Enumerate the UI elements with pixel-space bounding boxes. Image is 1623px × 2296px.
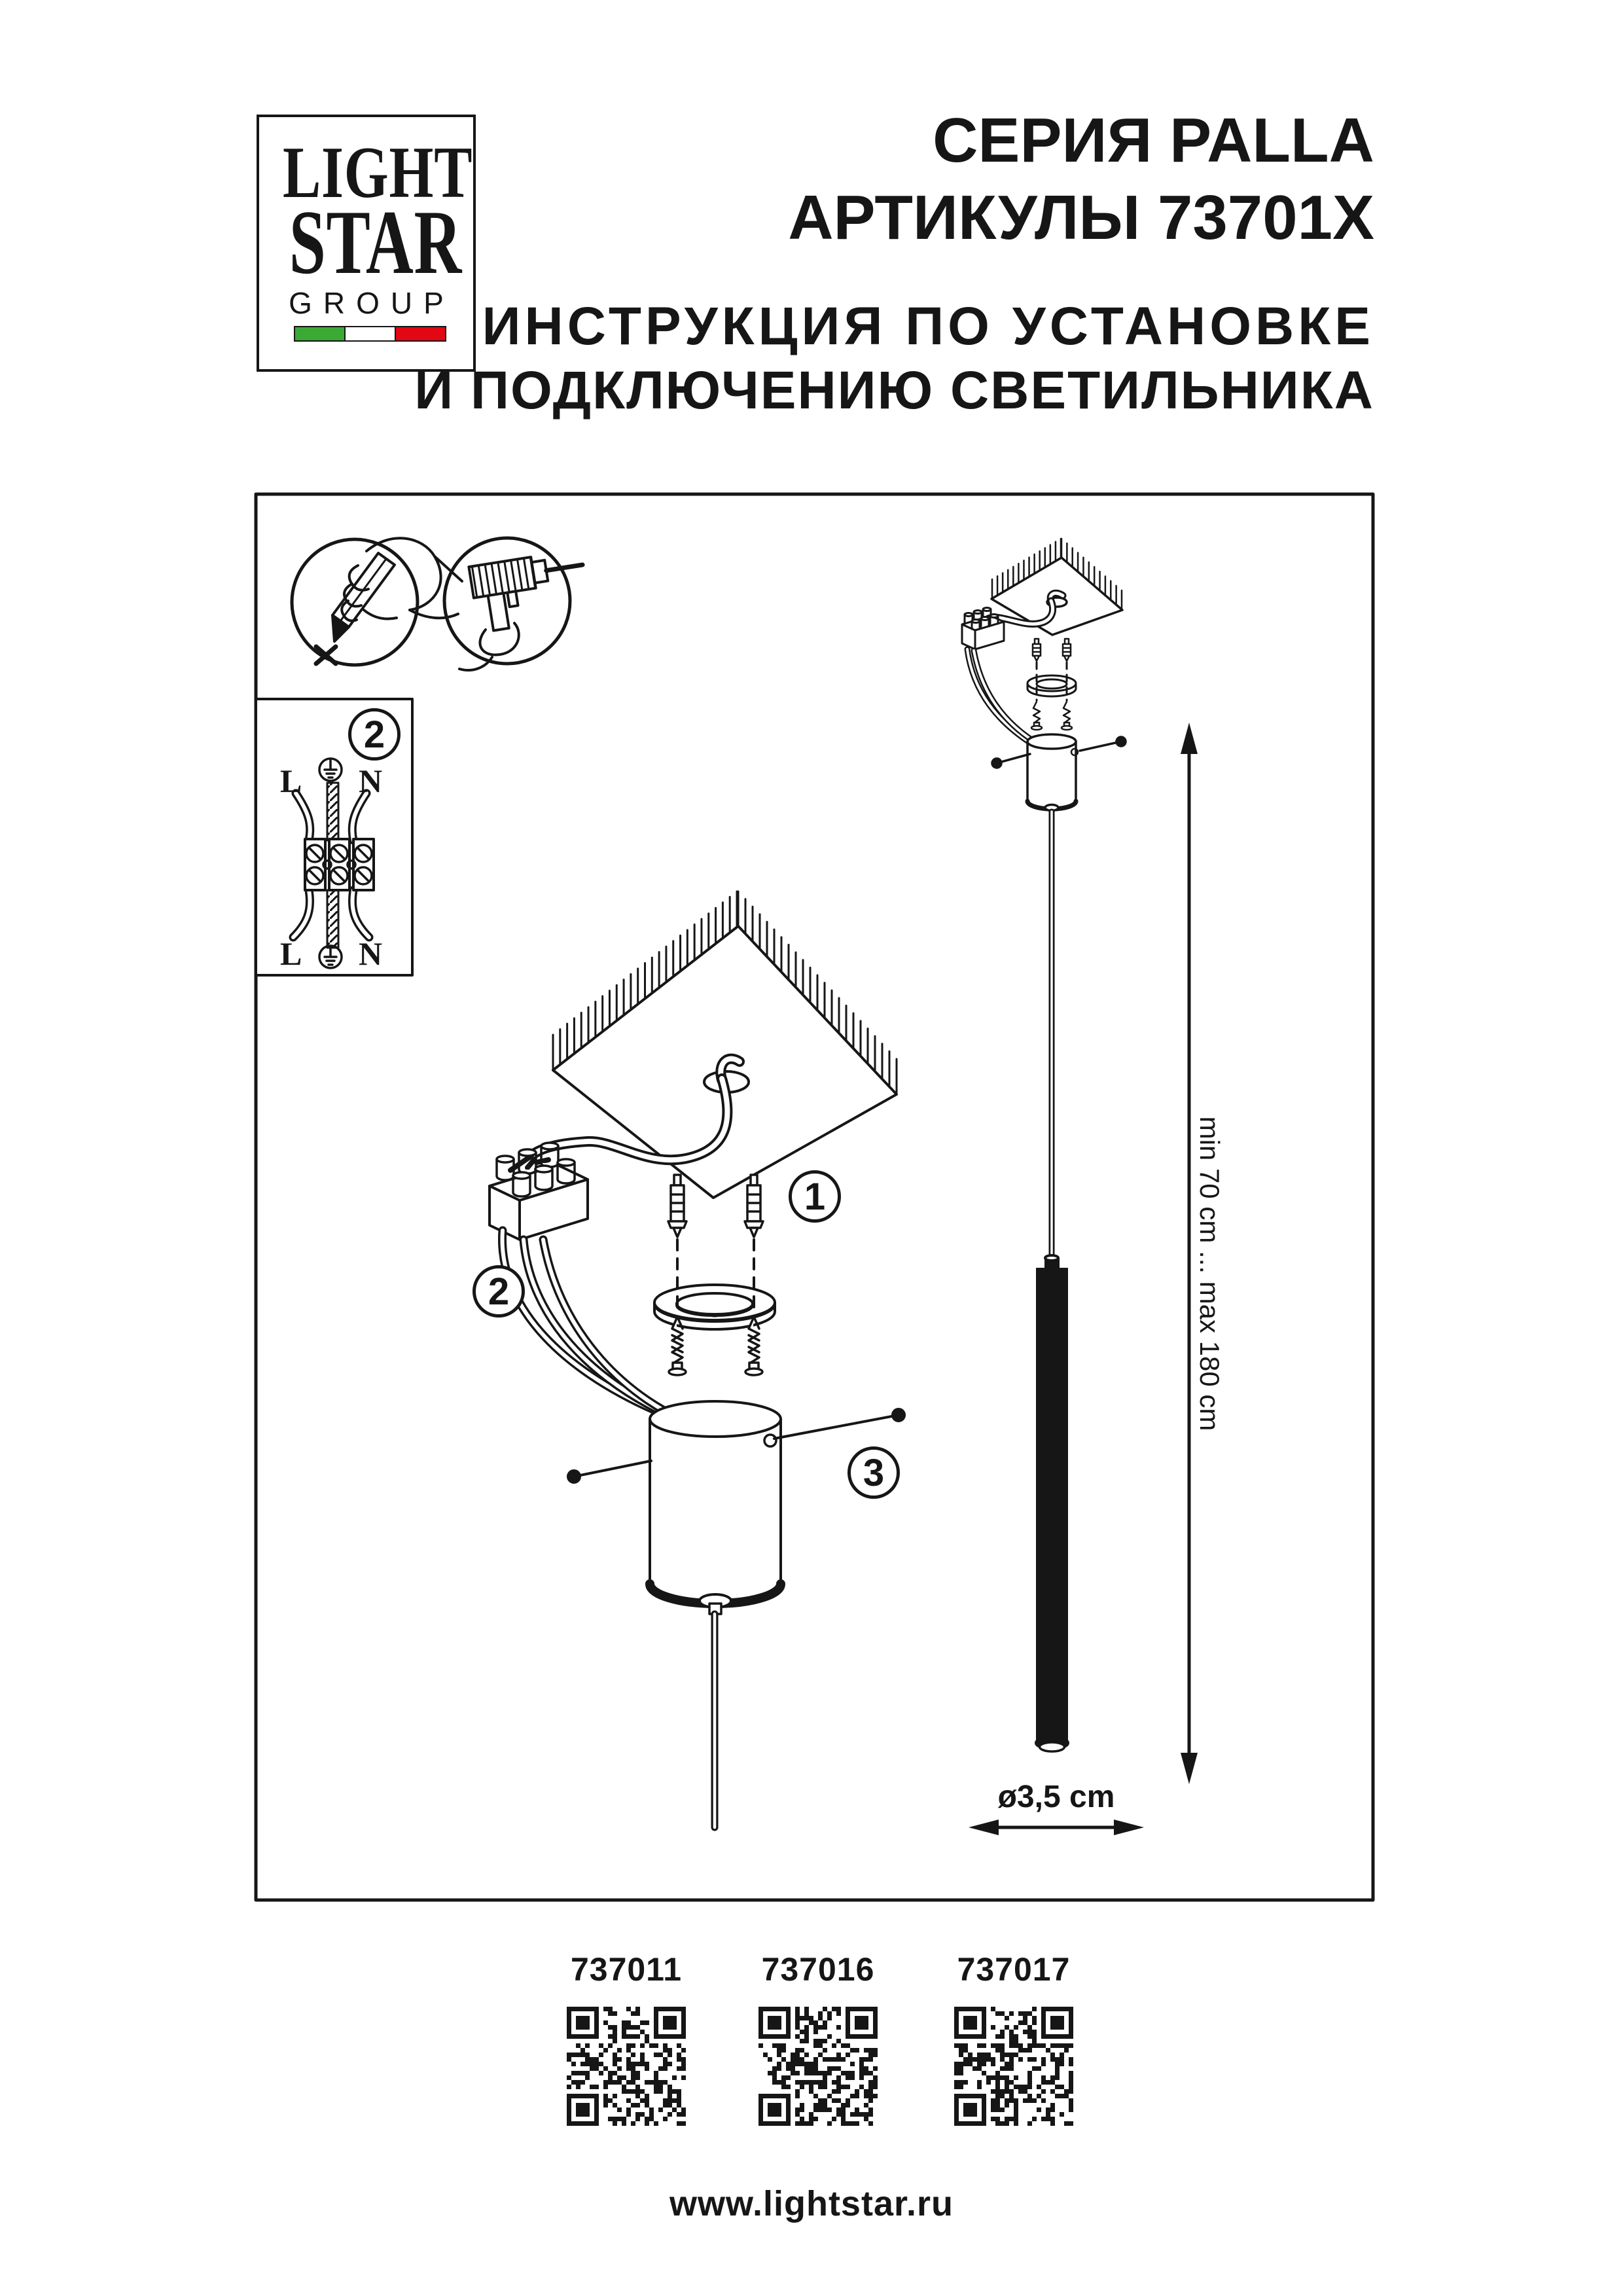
qr-code (567, 2007, 686, 2126)
qr-item (564, 1950, 688, 2129)
mounting-screws-small (1031, 702, 1072, 730)
logo-word-light: LIGHT (282, 132, 473, 213)
terminal-block (490, 1143, 588, 1240)
drill-icon (444, 538, 590, 670)
series-title: СЕРИЯ PALLA (933, 105, 1374, 175)
wire-label-l-bottom: L (280, 935, 302, 972)
terminal-strip (305, 839, 374, 890)
step-number: 1 (804, 1175, 826, 1218)
step-number: 3 (863, 1451, 885, 1494)
canopy-cylinder (650, 1401, 781, 1614)
wire-label-n-bottom: N (359, 935, 383, 972)
step-badge-terminal (473, 1265, 525, 1318)
website-link: www.lightstar.ru (669, 2184, 954, 2223)
step-badge-canopy (847, 1446, 900, 1499)
step-number: 2 (488, 1270, 510, 1313)
canopy-small (1027, 734, 1076, 811)
wall-anchors-small (1033, 639, 1071, 661)
diameter-label: ø3,5 cm (997, 1780, 1115, 1814)
logo-word-star: STAR (289, 191, 463, 293)
step-badge-wiring (348, 708, 401, 761)
lamp-wires (503, 1230, 699, 1427)
wire-label-l-top: L (280, 762, 302, 799)
step-badge-anchors (789, 1170, 841, 1223)
lamp-tube (1036, 1255, 1068, 1751)
instruction-title-line1: ИНСТРУКЦИЯ ПО УСТАНОВКЕ (482, 296, 1374, 356)
logo-word-group: GROUP (289, 285, 455, 320)
qr-label: 737017 (957, 1951, 1071, 1988)
step-number: 2 (363, 713, 385, 756)
height-range-label: min 70 cm ... max 180 cm (1194, 1116, 1225, 1431)
qr-label: 737011 (570, 1951, 683, 1988)
instruction-title-line2: И ПОДКЛЮЧЕНИЮ СВЕТИЛЬНИКА (414, 361, 1374, 420)
exploded-view (490, 891, 904, 1827)
qr-label: 737016 (761, 1951, 875, 1988)
diameter-dimension-arrow (969, 1820, 1144, 1835)
terminal-block-small (962, 608, 1004, 650)
qr-item (952, 1950, 1076, 2129)
ceiling-panel (553, 891, 897, 1198)
articles-title: АРТИКУЛЫ 73701X (788, 183, 1374, 253)
wire-label-n-top: N (359, 762, 383, 799)
qr-code (954, 2007, 1073, 2126)
assembled-view (962, 539, 1198, 1835)
mounting-ring-small (1027, 675, 1076, 696)
mark-point-pencil-icon (292, 538, 462, 665)
guide-lines (677, 1240, 754, 1314)
qr-item (756, 1950, 880, 2129)
qr-code (758, 2007, 878, 2126)
